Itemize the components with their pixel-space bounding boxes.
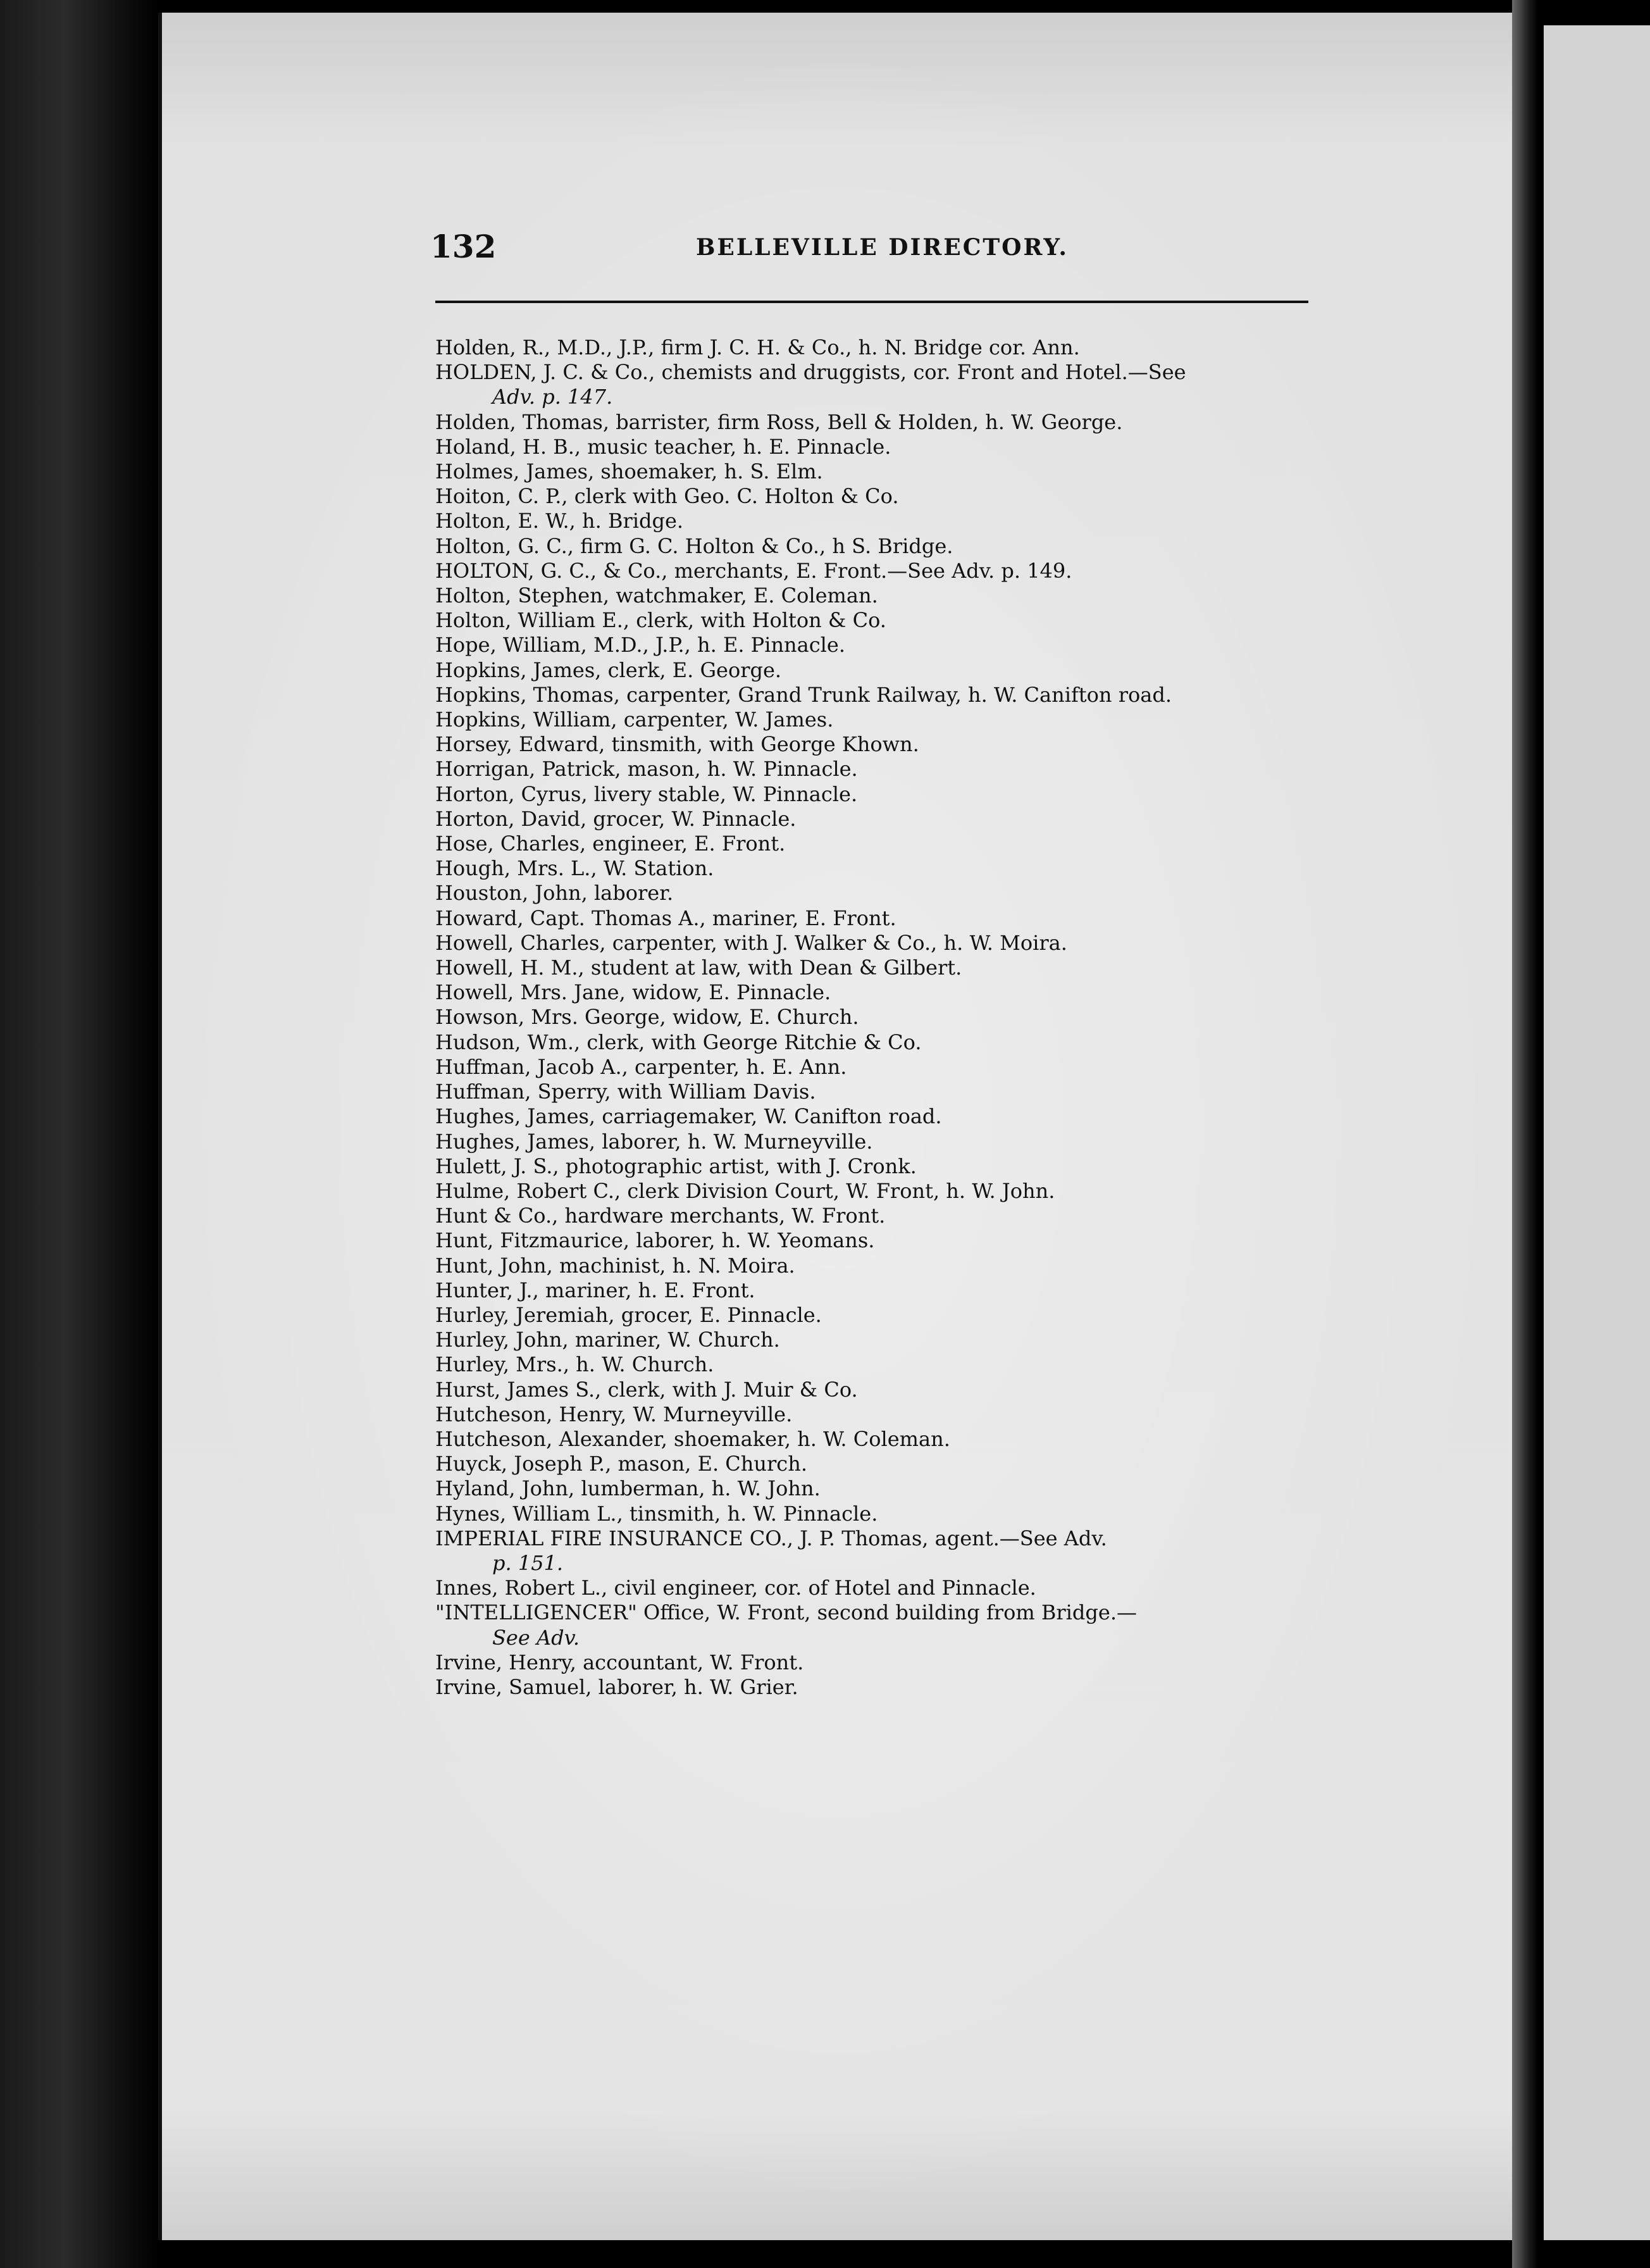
directory-entry: Howell, Charles, carpenter, with J. Walker & Co., h. W. Moira.: [435, 930, 1067, 955]
directory-entry: Hutcheson, Alexander, shoemaker, h. W. Coleman.: [435, 1426, 950, 1451]
directory-entry: Hyland, John, lumberman, h. W. John.: [435, 1476, 821, 1501]
directory-entry: Hunt & Co., hardware merchants, W. Front.: [435, 1204, 886, 1228]
directory-entry-continuation: See Adv.: [492, 1625, 580, 1650]
directory-entry: Horsey, Edward, tinsmith, with George Khown.: [435, 732, 919, 757]
directory-entry: HOLDEN, J. C. & Co., chemists and druggists, cor. Front and Hotel.—See: [435, 360, 1186, 385]
directory-entry: Hudson, Wm., clerk, with George Ritchie & Co.: [435, 1030, 922, 1054]
directory-entry: Hurley, Mrs., h. W. Church.: [435, 1352, 714, 1377]
directory-entry: Innes, Robert L., civil engineer, cor. of Hotel and Pinnacle.: [435, 1576, 1036, 1600]
directory-entry: Hopkins, William, carpenter, W. James.: [435, 707, 834, 732]
directory-entry: Hoiton, C. P., clerk with Geo. C. Holton & Co.: [435, 484, 899, 509]
directory-entry-continuation: Adv. p. 147.: [492, 385, 613, 409]
directory-entry: Hulme, Robert C., clerk Division Court, W. Front, h. W. John.: [435, 1178, 1055, 1203]
directory-entry-continuation: p. 151.: [492, 1550, 564, 1575]
directory-entry: Holton, Stephen, watchmaker, E. Coleman.: [435, 583, 878, 608]
directory-entry: Horton, Cyrus, livery stable, W. Pinnacle.: [435, 782, 858, 806]
binding-edge: [0, 0, 158, 2268]
directory-entry: Horrigan, Patrick, mason, h. W. Pinnacle.: [435, 757, 858, 782]
directory-entry: Irvine, Samuel, laborer, h. W. Grier.: [435, 1674, 798, 1699]
directory-entry: Huyck, Joseph P., mason, E. Church.: [435, 1452, 807, 1476]
directory-entry: Holton, William E., clerk, with Holton & Co.: [435, 608, 886, 633]
directory-entry: Huffman, Jacob A., carpenter, h. E. Ann.: [435, 1054, 847, 1079]
directory-entry: Huffman, Sperry, with William Davis.: [435, 1080, 816, 1104]
directory-entry: Hopkins, James, clerk, E. George.: [435, 657, 782, 682]
directory-entry: Hopkins, Thomas, carpenter, Grand Trunk Railway, h. W. Canifton road.: [435, 682, 1172, 707]
directory-entry: Hynes, William L., tinsmith, h. W. Pinnacle.: [435, 1501, 878, 1526]
page-header: [430, 228, 1316, 272]
directory-entry: IMPERIAL FIRE INSURANCE CO., J. P. Thomas, agent.—See Adv.: [435, 1526, 1107, 1550]
directory-entry: Hope, William, M.D., J.P., h. E. Pinnacle.: [435, 633, 845, 657]
directory-entry: Howell, Mrs. Jane, widow, E. Pinnacle.: [435, 980, 831, 1005]
directory-entry: Irvine, Henry, accountant, W. Front.: [435, 1650, 804, 1674]
directory-entry: Hurley, Jeremiah, grocer, E. Pinnacle.: [435, 1302, 822, 1327]
directory-entry: Horton, David, grocer, W. Pinnacle.: [435, 806, 797, 831]
directory-entry: Holmes, James, shoemaker, h. S. Elm.: [435, 459, 823, 484]
header-rule: [435, 301, 1308, 303]
directory-entry: Hough, Mrs. L., W. Station.: [435, 856, 714, 881]
directory-entry: Hose, Charles, engineer, E. Front.: [435, 832, 786, 856]
directory-entry: Hutcheson, Henry, W. Murneyville.: [435, 1402, 793, 1426]
directory-entry: Howard, Capt. Thomas A., mariner, E. Front.: [435, 906, 896, 930]
directory-entry: Howell, H. M., student at law, with Dean & Gilbert.: [435, 956, 962, 980]
directory-entry: Holden, Thomas, barrister, firm Ross, Bell & Holden, h. W. George.: [435, 409, 1123, 434]
directory-entry: Holton, E. W., h. Bridge.: [435, 509, 684, 533]
directory-entry: Hunt, John, machinist, h. N. Moira.: [435, 1253, 795, 1278]
directory-entry: Hunt, Fitzmaurice, laborer, h. W. Yeomans.: [435, 1228, 875, 1253]
directory-entry: Houston, John, laborer.: [435, 881, 674, 906]
directory-entry: Hurley, John, mariner, W. Church.: [435, 1328, 780, 1352]
directory-entry: Holton, G. C., firm G. C. Holton & Co., h S. Bridge.: [435, 533, 953, 558]
directory-entry: Holand, H. B., music teacher, h. E. Pinnacle.: [435, 434, 891, 459]
directory-entry: Hunter, J., mariner, h. E. Front.: [435, 1278, 755, 1302]
directory-entries: [435, 335, 1334, 1700]
directory-entry: Hughes, James, carriagemaker, W. Canifton road.: [435, 1104, 942, 1129]
directory-entry: Holden, R., M.D., J.P., firm J. C. H. & Co., h. N. Bridge cor. Ann.: [435, 335, 1080, 359]
directory-entry: HOLTON, G. C., & Co., merchants, E. Front.—See Adv. p. 149.: [435, 558, 1072, 583]
directory-entry: Hulett, J. S., photographic artist, with J. Cronk.: [435, 1154, 917, 1178]
directory-entry: Howson, Mrs. George, widow, E. Church.: [435, 1005, 859, 1030]
page-number: 132: [430, 228, 497, 265]
directory-entry: Hurst, James S., clerk, with J. Muir & Co.: [435, 1377, 858, 1402]
directory-entry: "INTELLIGENCER" Office, W. Front, second building from Bridge.—: [435, 1600, 1137, 1625]
running-head: BELLEVILLE DIRECTORY.: [696, 234, 1069, 261]
directory-entry: Hughes, James, laborer, h. W. Murneyville.: [435, 1129, 873, 1154]
page-gutter: [1512, 0, 1537, 2268]
facing-page-edge: [1544, 25, 1650, 2240]
